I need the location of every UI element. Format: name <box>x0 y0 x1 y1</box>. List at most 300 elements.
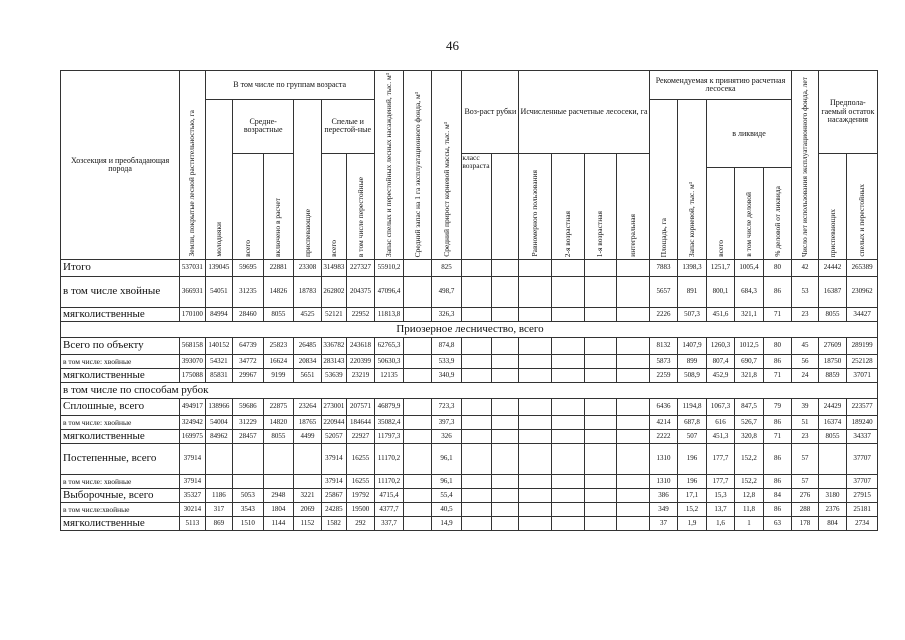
table-cell <box>462 516 492 530</box>
table-cell: 288 <box>792 502 818 516</box>
table-cell: 80 <box>763 337 792 354</box>
table-cell <box>491 276 519 307</box>
table-cell: 314983 <box>321 259 346 276</box>
table-cell: 8055 <box>263 307 294 321</box>
table-row <box>61 398 878 415</box>
table-cell <box>584 337 617 354</box>
header-mature-over: в том числе перестойные <box>347 153 375 259</box>
table-row <box>61 415 878 429</box>
table-cell: 34427 <box>847 307 878 321</box>
header-ripening: приспевающие <box>294 100 322 260</box>
table-cell <box>404 488 432 502</box>
table-row <box>61 502 878 516</box>
table-cell: 53 <box>792 276 818 307</box>
table-cell: 23219 <box>347 368 375 382</box>
table-cell: 243618 <box>347 337 375 354</box>
table-cell: 1012,5 <box>735 337 764 354</box>
row-label: Сплошные, всего <box>61 398 180 415</box>
table-cell: 55,4 <box>431 488 462 502</box>
table-cell <box>617 354 650 368</box>
header-calc-age2: 2-я возрастная <box>551 153 584 259</box>
table-cell <box>617 415 650 429</box>
table-cell <box>584 502 617 516</box>
table-row <box>61 259 878 276</box>
table-cell <box>617 474 650 488</box>
header-calc-age1: 1-я возрастная <box>584 153 617 259</box>
table-cell: 37914 <box>180 443 205 474</box>
table-cell: 26485 <box>294 337 322 354</box>
table-cell: 684,3 <box>735 276 764 307</box>
header-area: Земли, покрытые лесной растительностью, га <box>180 71 205 260</box>
table-cell: 2734 <box>847 516 878 530</box>
table-cell: 320,8 <box>735 429 764 443</box>
table-row <box>61 516 878 530</box>
table-cell <box>519 398 552 415</box>
table-row <box>61 368 878 382</box>
section-row <box>61 382 878 398</box>
table-cell: 31235 <box>233 276 264 307</box>
table-cell: 317 <box>205 502 233 516</box>
table-cell: 45 <box>792 337 818 354</box>
table-cell: 34337 <box>847 429 878 443</box>
table-cell <box>491 516 519 530</box>
table-cell <box>519 443 552 474</box>
table-cell <box>462 307 492 321</box>
table-cell: 508,9 <box>678 368 707 382</box>
table-cell: 86 <box>763 354 792 368</box>
table-cell <box>519 415 552 429</box>
table-cell: 526,7 <box>735 415 764 429</box>
table-cell: 899 <box>678 354 707 368</box>
table-cell: 24 <box>792 368 818 382</box>
table-cell <box>551 516 584 530</box>
table-cell: 57 <box>792 443 818 474</box>
table-cell: 63 <box>763 516 792 530</box>
table-row <box>61 429 878 443</box>
table-cell: 84962 <box>205 429 233 443</box>
table-cell: 336782 <box>321 337 346 354</box>
table-cell: 23264 <box>294 398 322 415</box>
table-cell: 8055 <box>818 307 847 321</box>
table-cell: 37914 <box>180 474 205 488</box>
table-cell: 23 <box>792 307 818 321</box>
table-cell: 324942 <box>180 415 205 429</box>
table-cell: 22927 <box>347 429 375 443</box>
table-cell: 800,1 <box>706 276 735 307</box>
table-cell <box>491 398 519 415</box>
table-cell: 4377,7 <box>374 502 404 516</box>
table-cell <box>462 337 492 354</box>
table-cell <box>584 354 617 368</box>
table-cell: 397,3 <box>431 415 462 429</box>
table-cell: 869 <box>205 516 233 530</box>
table-cell: 207571 <box>347 398 375 415</box>
table-cell: 289199 <box>847 337 878 354</box>
table-cell <box>584 415 617 429</box>
header-cut-blank <box>491 153 519 259</box>
table-cell <box>584 259 617 276</box>
table-cell: 86 <box>763 443 792 474</box>
table-cell: 227327 <box>347 259 375 276</box>
table-cell <box>584 488 617 502</box>
table-cell: 54051 <box>205 276 233 307</box>
table-cell <box>491 502 519 516</box>
table-cell <box>205 474 233 488</box>
table-cell: 3221 <box>294 488 322 502</box>
table-cell <box>491 337 519 354</box>
table-row <box>61 443 878 474</box>
table-body <box>61 259 878 530</box>
table-cell: 23 <box>792 429 818 443</box>
table-cell: 2222 <box>649 429 678 443</box>
row-label: Итого <box>61 259 180 276</box>
table-cell <box>462 443 492 474</box>
header-young: молодняки <box>205 100 233 260</box>
table-cell: 29967 <box>233 368 264 382</box>
table-cell <box>584 429 617 443</box>
table-row <box>61 276 878 307</box>
table-cell: 64739 <box>233 337 264 354</box>
table-cell: 326,3 <box>431 307 462 321</box>
table-cell <box>584 398 617 415</box>
table-cell <box>491 429 519 443</box>
table-cell: 11170,2 <box>374 443 404 474</box>
table-cell: 57 <box>792 474 818 488</box>
table-cell: 292 <box>347 516 375 530</box>
table-cell <box>617 259 650 276</box>
table-cell: 723,3 <box>431 398 462 415</box>
table-cell: 35082,4 <box>374 415 404 429</box>
table-cell: 533,9 <box>431 354 462 368</box>
header-middle-incl: включено в расчет <box>263 153 294 259</box>
table-cell: 54004 <box>205 415 233 429</box>
table-cell: 451,6 <box>706 307 735 321</box>
table-cell <box>551 259 584 276</box>
header-mature: Спелые и перестой-ные <box>321 100 374 154</box>
table-cell: 252128 <box>847 354 878 368</box>
table-cell: 230962 <box>847 276 878 307</box>
table-cell <box>617 516 650 530</box>
header-rec-liq-business: в том числе деловой <box>735 168 764 260</box>
row-label: в том числе: хвойные <box>61 354 180 368</box>
table-cell: 2069 <box>294 502 322 516</box>
table-cell: 16624 <box>263 354 294 368</box>
table-cell <box>551 368 584 382</box>
table-cell: 1067,3 <box>706 398 735 415</box>
header-rec-area: Площадь, га <box>649 100 678 260</box>
table-cell: 59695 <box>233 259 264 276</box>
table-cell: 24442 <box>818 259 847 276</box>
table-cell: 47096,4 <box>374 276 404 307</box>
table-cell <box>294 443 322 474</box>
table-cell: 386 <box>649 488 678 502</box>
table-cell <box>551 276 584 307</box>
row-label: в том числе: хвойные <box>61 474 180 488</box>
table-cell <box>404 368 432 382</box>
table-cell <box>818 474 847 488</box>
table-cell: 687,8 <box>678 415 707 429</box>
table-cell: 2948 <box>263 488 294 502</box>
header-holding: Хозсекция и преобладающая порода <box>61 71 180 260</box>
table-cell: 507,3 <box>678 307 707 321</box>
table-cell <box>462 354 492 368</box>
table-cell: 25181 <box>847 502 878 516</box>
table-cell: 1005,4 <box>735 259 764 276</box>
table-cell: 52057 <box>321 429 346 443</box>
section-row <box>61 321 878 337</box>
table-cell <box>617 488 650 502</box>
table-cell: 1 <box>735 516 764 530</box>
table-cell: 7883 <box>649 259 678 276</box>
header-rec-liquid: в ликвиде <box>706 100 792 168</box>
table-cell <box>263 474 294 488</box>
table-cell: 2376 <box>818 502 847 516</box>
table-cell <box>584 474 617 488</box>
header-mature-all: всего <box>321 153 346 259</box>
table-cell: 1510 <box>233 516 264 530</box>
header-calc-uniform: Равномерного пользования <box>519 153 552 259</box>
row-label: Постепенные, всего <box>61 443 180 474</box>
table-cell: 273001 <box>321 398 346 415</box>
table-cell: 3180 <box>818 488 847 502</box>
table-cell: 18783 <box>294 276 322 307</box>
table-cell: 568158 <box>180 337 205 354</box>
table-cell <box>404 429 432 443</box>
table-cell: 804 <box>818 516 847 530</box>
table-row <box>61 488 878 502</box>
table-cell <box>519 488 552 502</box>
table-cell <box>584 516 617 530</box>
table-cell: 1,6 <box>706 516 735 530</box>
table-cell: 86 <box>763 474 792 488</box>
table-cell: 11813,8 <box>374 307 404 321</box>
table-cell: 1582 <box>321 516 346 530</box>
table-cell <box>551 415 584 429</box>
table-row <box>61 474 878 488</box>
table-cell <box>617 337 650 354</box>
table-cell: 37 <box>649 516 678 530</box>
table-cell <box>617 368 650 382</box>
table-cell: 5651 <box>294 368 322 382</box>
table-cell: 139045 <box>205 259 233 276</box>
row-label: мягколиственные <box>61 368 180 382</box>
table-cell: 53639 <box>321 368 346 382</box>
table-cell: 37707 <box>847 443 878 474</box>
table-cell <box>551 488 584 502</box>
table-cell <box>462 259 492 276</box>
table-cell: 177,7 <box>706 474 735 488</box>
table-cell: 27609 <box>818 337 847 354</box>
table-cell <box>551 474 584 488</box>
table-cell: 537031 <box>180 259 205 276</box>
table-cell: 452,9 <box>706 368 735 382</box>
table-cell: 54321 <box>205 354 233 368</box>
table-cell <box>462 474 492 488</box>
table-cell: 4715,4 <box>374 488 404 502</box>
table-cell <box>404 307 432 321</box>
table-cell: 14826 <box>263 276 294 307</box>
table-cell <box>491 415 519 429</box>
table-cell <box>205 443 233 474</box>
table-cell: 5873 <box>649 354 678 368</box>
table-cell: 140152 <box>205 337 233 354</box>
table-cell <box>491 307 519 321</box>
table-cell: 1,9 <box>678 516 707 530</box>
table-cell: 84 <box>763 488 792 502</box>
table-cell: 616 <box>706 415 735 429</box>
table-cell: 24285 <box>321 502 346 516</box>
table-cell: 17,1 <box>678 488 707 502</box>
row-label: в том числе: хвойные <box>61 415 180 429</box>
table-cell <box>404 516 432 530</box>
table-cell: 28457 <box>233 429 264 443</box>
table-cell <box>584 276 617 307</box>
table-cell: 14820 <box>263 415 294 429</box>
table-cell: 349 <box>649 502 678 516</box>
table-cell: 4499 <box>294 429 322 443</box>
table-cell <box>617 443 650 474</box>
table-cell: 1260,3 <box>706 337 735 354</box>
table-cell <box>551 502 584 516</box>
table-cell: 40,5 <box>431 502 462 516</box>
table-cell: 16374 <box>818 415 847 429</box>
table-cell <box>551 354 584 368</box>
table-cell: 265389 <box>847 259 878 276</box>
table-cell <box>519 502 552 516</box>
row-label: Всего по объекту <box>61 337 180 354</box>
table-cell: 85831 <box>205 368 233 382</box>
table-cell <box>519 368 552 382</box>
table-cell: 276 <box>792 488 818 502</box>
table-cell: 3543 <box>233 502 264 516</box>
table-cell: 20834 <box>294 354 322 368</box>
row-label: мягколиственные <box>61 429 180 443</box>
row-label: мягколиственные <box>61 516 180 530</box>
table-cell <box>233 443 264 474</box>
table-cell <box>491 474 519 488</box>
header-age-groups: В том числе по группам возраста <box>205 71 374 100</box>
table-cell: 22875 <box>263 398 294 415</box>
table-cell: 451,3 <box>706 429 735 443</box>
table-row <box>61 307 878 321</box>
table-cell: 283143 <box>321 354 346 368</box>
table-cell <box>462 415 492 429</box>
header-avg-stock: Средний запас на 1 га эксплуатационного фонда, м³ <box>404 71 432 260</box>
table-cell: 71 <box>763 429 792 443</box>
table-cell: 31229 <box>233 415 264 429</box>
table-cell: 2226 <box>649 307 678 321</box>
table-cell <box>519 307 552 321</box>
table-cell: 96,1 <box>431 474 462 488</box>
table-cell <box>294 474 322 488</box>
table-cell <box>233 474 264 488</box>
table-cell: 169975 <box>180 429 205 443</box>
table-cell: 22952 <box>347 307 375 321</box>
table-cell: 498,7 <box>431 276 462 307</box>
page-number: 46 <box>446 38 459 53</box>
table-cell <box>519 354 552 368</box>
table-cell: 152,2 <box>735 443 764 474</box>
table-cell: 8132 <box>649 337 678 354</box>
table-cell: 16387 <box>818 276 847 307</box>
table-cell: 170100 <box>180 307 205 321</box>
table-cell: 178 <box>792 516 818 530</box>
table-row <box>61 354 878 368</box>
header-calc-cuts: Исчисленные расчетные лесосеки, га <box>519 71 649 154</box>
table-cell: 14,9 <box>431 516 462 530</box>
table-cell: 175088 <box>180 368 205 382</box>
table-cell <box>491 354 519 368</box>
header-rec-root: Запас корневой, тыс. м³ <box>678 100 707 260</box>
table-cell: 37914 <box>321 443 346 474</box>
table-cell: 494917 <box>180 398 205 415</box>
table-cell: 28460 <box>233 307 264 321</box>
table-cell <box>551 337 584 354</box>
table-cell <box>462 368 492 382</box>
table-cell <box>818 443 847 474</box>
table-cell: 35327 <box>180 488 205 502</box>
table-cell: 12135 <box>374 368 404 382</box>
table-cell: 86 <box>763 502 792 516</box>
table-cell: 326 <box>431 429 462 443</box>
table-cell: 204375 <box>347 276 375 307</box>
table-cell: 262802 <box>321 276 346 307</box>
table-cell: 34772 <box>233 354 264 368</box>
table-cell <box>551 443 584 474</box>
table-cell: 79 <box>763 398 792 415</box>
table-cell <box>404 502 432 516</box>
table-cell: 71 <box>763 368 792 382</box>
table-cell: 184644 <box>347 415 375 429</box>
table-cell: 321,8 <box>735 368 764 382</box>
table-cell: 1144 <box>263 516 294 530</box>
table-row <box>61 337 878 354</box>
table-cell: 321,1 <box>735 307 764 321</box>
table-cell <box>551 429 584 443</box>
table-cell <box>404 354 432 368</box>
table-cell: 19500 <box>347 502 375 516</box>
table-cell: 56 <box>792 354 818 368</box>
table-cell: 52121 <box>321 307 346 321</box>
table-cell <box>404 415 432 429</box>
table-cell: 847,5 <box>735 398 764 415</box>
table-cell: 42 <box>792 259 818 276</box>
header-middle-all: всего <box>233 153 264 259</box>
row-label: мягколиственные <box>61 307 180 321</box>
table-cell: 5113 <box>180 516 205 530</box>
table-cell <box>584 368 617 382</box>
table-cell: 5657 <box>649 276 678 307</box>
table-cell: 1398,3 <box>678 259 707 276</box>
table-cell <box>491 443 519 474</box>
table-cell: 11170,2 <box>374 474 404 488</box>
table-cell <box>462 398 492 415</box>
section-title: в том числе по способам рубок <box>61 382 878 398</box>
table-cell <box>462 502 492 516</box>
table-cell <box>617 429 650 443</box>
table-cell: 50630,3 <box>374 354 404 368</box>
header-stock-mature: Запас спелых и перестойных лесных насаждений, тыс. м³ <box>374 71 404 260</box>
table-cell: 507 <box>678 429 707 443</box>
table-cell: 96,1 <box>431 443 462 474</box>
table-cell: 196 <box>678 443 707 474</box>
row-label: в том числе хвойные <box>61 276 180 307</box>
table-cell: 11797,3 <box>374 429 404 443</box>
table-cell <box>491 488 519 502</box>
table-cell: 1186 <box>205 488 233 502</box>
table-cell <box>491 259 519 276</box>
table-cell: 13,7 <box>706 502 735 516</box>
